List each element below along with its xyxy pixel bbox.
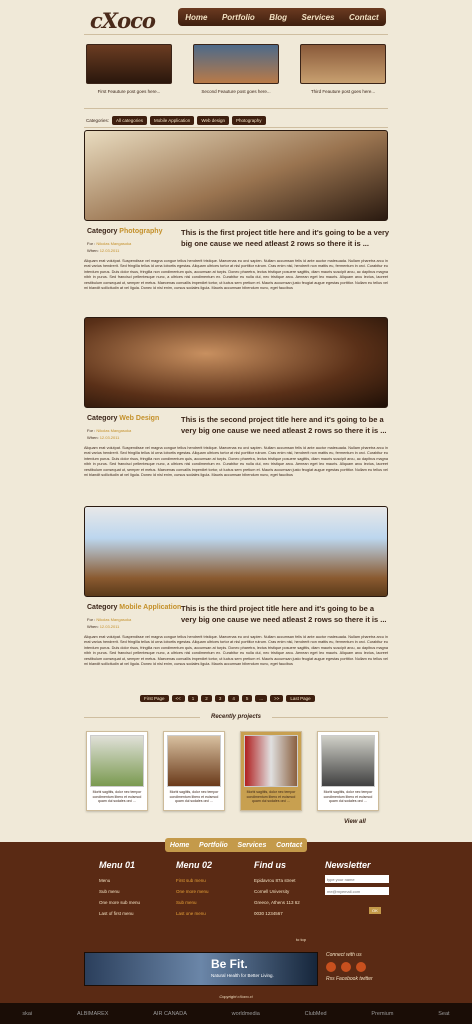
- featured-caption[interactable]: Third Feauture post goes here...: [310, 89, 376, 94]
- footer-menu-title: Menu 02: [176, 860, 213, 870]
- footer-nav-home[interactable]: Home: [169, 841, 190, 849]
- client-logo[interactable]: skai: [22, 1010, 33, 1017]
- footer-link[interactable]: One more sub menu: [99, 900, 141, 905]
- pagination: [140, 695, 315, 702]
- banner-subtitle: Natural Health for Better Living.: [211, 973, 274, 978]
- featured-thumb[interactable]: [300, 44, 386, 84]
- footer-nav-services[interactable]: Services: [237, 841, 267, 849]
- client-logo[interactable]: worldmedia: [231, 1010, 260, 1017]
- post-title[interactable]: This is the second project title here and it's going to be a very big one cause we need atleast 2 rows so there it is ...: [181, 415, 387, 435]
- footer-nav-contact[interactable]: Contact: [276, 841, 303, 849]
- divider: [84, 127, 388, 128]
- page-number[interactable]: 4: [228, 695, 239, 702]
- category-photo[interactable]: Photography: [232, 116, 266, 125]
- recent-project-thumb[interactable]: [167, 735, 221, 787]
- post-title[interactable]: This is the first project title here and it's going to be a very big one cause we need atleast 2 rows so there it is ...: [181, 228, 390, 248]
- page-number[interactable]: 1: [188, 695, 199, 702]
- categories-label: Categories:: [86, 118, 110, 123]
- client-logos: [0, 1003, 472, 1024]
- facebook-icon[interactable]: [341, 962, 351, 972]
- post-author[interactable]: Nikolas Mangasoka: [96, 428, 132, 433]
- to-top-link[interactable]: to top: [296, 937, 307, 942]
- post-date: 12.03.2011: [99, 435, 120, 440]
- post-category-link[interactable]: Web Design: [119, 415, 160, 422]
- client-logo[interactable]: AIR CANADA: [153, 1010, 187, 1017]
- recent-project-text: Morbi sagittis, dolor nec tempor condimentum libero et euismod quam dui sodales orci ...: [323, 790, 373, 804]
- post-author[interactable]: Nikolas Mangasoka: [96, 241, 132, 246]
- featured-post[interactable]: [193, 44, 279, 94]
- address-line: Greece, Athens 113 62: [254, 900, 300, 905]
- main-nav: [178, 8, 386, 26]
- footer-menu-01: [99, 860, 163, 919]
- phone-number: 0030 1234567: [254, 911, 283, 916]
- project-post: [84, 506, 388, 667]
- address-line: Epidavrou 87a street: [254, 878, 296, 883]
- page-number[interactable]: 5: [242, 695, 253, 702]
- project-image[interactable]: [84, 317, 388, 408]
- nav-services[interactable]: Services: [301, 12, 335, 22]
- nav-blog[interactable]: Blog: [269, 12, 288, 22]
- project-image[interactable]: [84, 130, 388, 221]
- featured-caption[interactable]: First Feauture post goes here...: [97, 89, 161, 94]
- footer-link[interactable]: Sub menu: [176, 900, 197, 905]
- post-title[interactable]: This is the third project title here and it's going to be a very big one cause we need atleast 2 rows so there it is ...: [181, 604, 387, 624]
- category-all[interactable]: All categories: [112, 116, 147, 125]
- post-body: Aliquam erat volutpat. Suspendisse vel magna congue tellus hendrerit tristique. Maecenas eu orci sapien. Nullam accumsan felis id ante auctor malesuada. Nullam pharetra arcu in erat varius hendrerit. Sed fringilla tellus id urna lobortis egestas. Aliquam ultrices tortor at nisl porttitor rutrum. Cras enim nisl, hendrerit non mattis eu, fermentum in orci. Curabitur eu interdum purus. Duis dolor risus, fringilla non condimentum quis, accumsan at turpis. Donec pharetra, lectus tristique posuere sagittis, diam mauris suscipit arcu, ac dapibus magna nibh in purus. Sed francisci pellentesque nunc, a ultrices nisl condimentum ex. Curabitur eu nulla dui, nec tristique arcu. Aenean eget leo mauris. Aliquam arcu lectus, laoreet vestibulum consequat ut, semper et metus. Maecenas convallis imperdiet tortor, ut luctus sem pretium et. Mauris accumsan justo feugiat augue egestas porttitor. Nullam eu tellus vel mi blandit sollicitudin at vel ligula. Donec id nisl enim, cursus sodales ligula. Mauris accumsan bibendum nunc, eget faucibus: [84, 259, 388, 291]
- twitter-icon[interactable]: [356, 962, 366, 972]
- post-meta: For : Nikolas Mangasoka When: 12.03.2011: [87, 241, 132, 253]
- post-author[interactable]: Nikolas Mangasoka: [96, 617, 132, 622]
- social-labels: Rss Facebook twitter: [326, 976, 373, 982]
- banner-title: Be Fit.: [211, 957, 248, 971]
- footer-newsletter: [325, 860, 389, 917]
- client-logo[interactable]: ClubMed: [304, 1010, 327, 1017]
- rss-icon[interactable]: [326, 962, 336, 972]
- post-category: Category Photography: [87, 228, 163, 235]
- page-next[interactable]: >>: [270, 695, 283, 702]
- footer-find-us: [254, 860, 318, 919]
- post-date: 12.03.2011: [99, 248, 120, 253]
- footer-link[interactable]: First sub menu: [176, 878, 206, 883]
- newsletter-email-input[interactable]: [325, 887, 389, 895]
- footer-link[interactable]: One more menu: [176, 889, 209, 894]
- footer-link[interactable]: Menu: [99, 878, 111, 883]
- copyright: Copyright cXoco.ci: [219, 994, 253, 999]
- newsletter-name-input[interactable]: [325, 875, 389, 883]
- footer-link[interactable]: Sub menu: [99, 889, 120, 894]
- footer-menu-title: Menu 01: [99, 860, 136, 870]
- client-logo[interactable]: Seat: [438, 1010, 450, 1017]
- featured-post[interactable]: [86, 44, 172, 94]
- social-links: [326, 952, 388, 982]
- post-body: Aliquam erat volutpat. Suspendisse vel magna congue tellus hendrerit tristique. Maecenas eu orci sapien. Nullam accumsan felis id ante auctor malesuada. Nullam pharetra arcu in erat varius hendrerit. Sed fringilla tellus id urna lobortis egestas. Aliquam ultrices tortor at nisl porttitor rutrum. Cras enim nisl, hendrerit non mattis eu, fermentum in orci. Curabitur eu interdum purus. Duis dolor risus, fringilla non condimentum quis, accumsan at turpis. Donec pharetra, lectus tristique posuere sagittis, diam mauris suscipit arcu, ac dapibus magna nibh in purus. Sed francisci pellentesque nunc, a ultrices nisl condimentum ex. Curabitur eu nulla dui, nec tristique arcu. Aenean eget leo mauris. Aliquam arcu lectus, laoreet vestibulum consequat ut, semper et metus. Maecenas convallis imperdiet tortor, ut luctus sem pretium et. Mauris accumsan justo feugiat augue egestas porttitor. Nullam eu tellus vel mi blandit sollicitudin at vel ligula. Donec id nisl enim, cursus sodales ligula. Mauris accumsan bibendum nunc, eget faucibus: [84, 635, 388, 667]
- post-category: Category Web Design: [87, 415, 160, 422]
- recent-project-thumb[interactable]: [321, 735, 375, 787]
- featured-thumb[interactable]: [86, 44, 172, 84]
- footer-link[interactable]: Last one menu: [176, 911, 206, 916]
- category-filter: [86, 116, 266, 125]
- category-mobile[interactable]: Mobile Application: [150, 116, 194, 125]
- recent-project-thumb[interactable]: [90, 735, 144, 787]
- newsletter-submit-button[interactable]: OK: [369, 907, 381, 914]
- client-logo[interactable]: Premium: [371, 1010, 394, 1017]
- recent-project-card[interactable]: [86, 731, 148, 811]
- featured-thumb[interactable]: [193, 44, 279, 84]
- footer-menu-02: [176, 860, 240, 919]
- category-web[interactable]: Web design: [197, 116, 229, 125]
- client-logo[interactable]: ALBIMAREX: [76, 1010, 109, 1017]
- footer-menu-title: Newsletter: [325, 860, 371, 870]
- recent-project-text: Morbi sagittis, dolor nec tempor condimentum libero et euismod quam dui sodales orci ...: [92, 790, 142, 804]
- address-line: Cornell University: [254, 889, 290, 894]
- project-post: [84, 317, 388, 478]
- footer-link[interactable]: Last of first menu: [99, 911, 134, 916]
- project-image[interactable]: [84, 506, 388, 597]
- recent-project-text: Morbi sagittis, dolor nec tempor condimentum libero et euismod quam dui sodales orci ...: [246, 790, 296, 804]
- divider: [84, 34, 388, 35]
- nav-home[interactable]: Home: [185, 12, 208, 22]
- site-logo[interactable]: cXoco: [90, 8, 155, 33]
- ad-banner[interactable]: [84, 952, 318, 986]
- post-meta: For : Nikolas Mangasoka When: 12.03.2011: [87, 617, 132, 629]
- page-last[interactable]: Last Page: [286, 695, 314, 702]
- post-category: Category Mobile Application: [87, 604, 182, 611]
- recent-project-card[interactable]: [163, 731, 225, 811]
- nav-contact[interactable]: Contact: [348, 12, 379, 22]
- page-number[interactable]: 3: [215, 695, 226, 702]
- recent-project-text: Morbi sagittis, dolor nec tempor condimentum libero et euismod quam dui sodales orci ...: [169, 790, 219, 804]
- divider: [84, 717, 200, 718]
- recent-project-card[interactable]: [240, 731, 302, 811]
- divider: [84, 108, 388, 109]
- page-number[interactable]: 2: [201, 695, 212, 702]
- nav-portfolio[interactable]: Portfolio: [221, 12, 255, 22]
- page-first[interactable]: First Page: [140, 695, 169, 702]
- view-all-link[interactable]: View all: [344, 819, 366, 825]
- post-category-link[interactable]: Photography: [119, 228, 163, 235]
- post-body: Aliquam erat volutpat. Suspendisse vel magna congue tellus hendrerit tristique. Maecenas eu orci sapien. Nullam accumsan felis id ante auctor malesuada. Nullam pharetra arcu in erat varius hendrerit. Sed fringilla tellus id urna lobortis egestas. Aliquam ultrices tortor at nisl porttitor rutrum. Cras enim nisl, hendrerit non mattis eu, fermentum in orci. Curabitur eu interdum purus. Duis dolor risus, fringilla non condimentum quis, accumsan at turpis. Donec pharetra, lectus tristique posuere sagittis, diam mauris suscipit arcu, ac dapibus magna nibh in purus. Sed francisci pellentesque nunc, a ultrices nisl condimentum ex. Curabitur eu nulla dui, nec tristique arcu. Aenean eget leo mauris. Aliquam arcu lectus, laoreet vestibulum consequat ut, semper et metus. Maecenas convallis imperdiet tortor, ut luctus sem pretium et. Mauris accumsan justo feugiat augue egestas porttitor. Nullam eu tellus vel mi blandit sollicitudin at vel ligula. Donec id nisl enim, cursus sodales ligula. Mauris accumsan bibendum nunc, eget faucibus: [84, 446, 388, 478]
- post-category-link[interactable]: Mobile Application: [119, 604, 182, 611]
- divider: [272, 717, 388, 718]
- post-date: 12.03.2011: [99, 624, 120, 629]
- featured-caption[interactable]: Second Feauture post goes here...: [201, 89, 271, 94]
- project-post: [84, 130, 390, 291]
- post-meta: For : Nikolas Mangasoka When: 12.03.2011: [87, 428, 132, 440]
- social-title: Connect with us: [326, 952, 362, 958]
- featured-post[interactable]: [300, 44, 386, 94]
- recent-project-card[interactable]: [317, 731, 379, 811]
- footer-menu-title: Find us: [254, 860, 286, 870]
- footer-nav-portfolio[interactable]: Portfolio: [199, 841, 228, 849]
- recent-projects-heading: Recently projects: [210, 714, 262, 720]
- page-ellipsis: ...: [255, 695, 267, 702]
- page-prev[interactable]: <<: [172, 695, 185, 702]
- footer-nav: [165, 838, 307, 852]
- recent-project-thumb[interactable]: [244, 735, 298, 787]
